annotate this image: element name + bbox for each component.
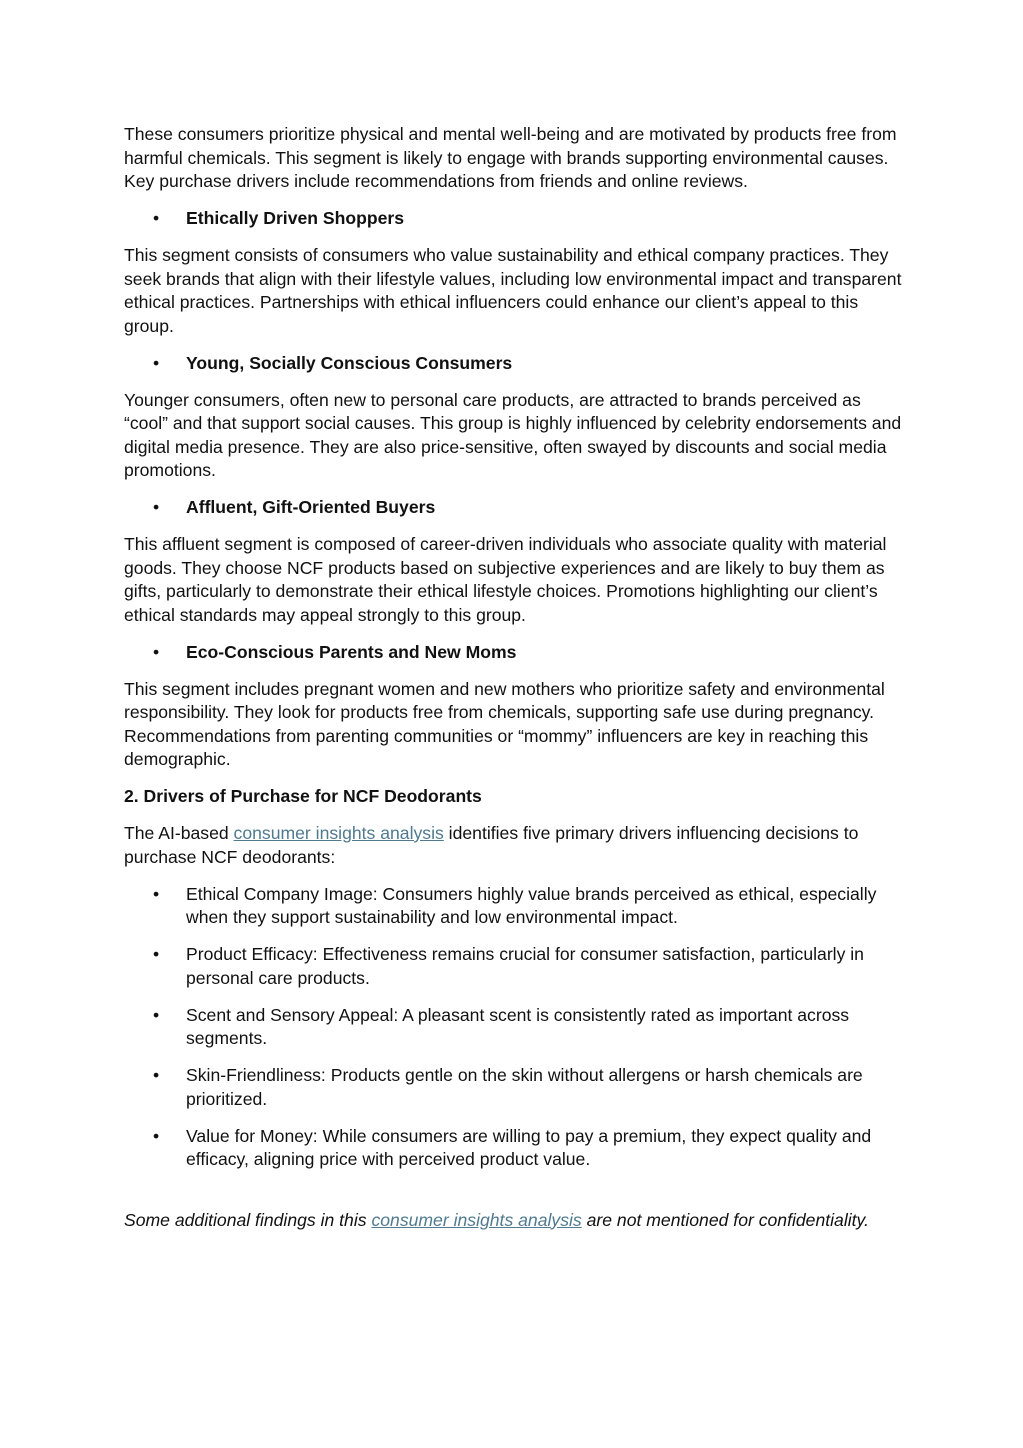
driver-text: Scent and Sensory Appeal: A pleasant scent is consistently rated as important across segments. xyxy=(186,1004,850,1048)
segment-description: This affluent segment is composed of career-driven individuals who associate quality with material goods. They choose NCF products based on subjective experiences and are likely to buy them as gifts, particularly to demonstrate their ethical lifestyle choices. Promotions highlighting our client’s ethical standards may appeal strongly to this group. xyxy=(124,534,887,625)
segment-title: Affluent, Gift-Oriented Buyers xyxy=(186,497,436,517)
segment-description: This segment includes pregnant women and new mothers who prioritize safety and environmental responsibility. They look for products free from chemicals, supporting safe use during pregnancy. Recommendations from parenting communities or “mommy” influencers are key in reaching this demographic. xyxy=(124,678,885,769)
consumer-insights-link[interactable]: consumer insights analysis xyxy=(371,1209,582,1230)
bullet-icon: • xyxy=(153,352,160,373)
segment-title: Young, Socially Conscious Consumers xyxy=(186,352,513,373)
note-text: are not mentioned for confidentiality. xyxy=(581,1209,869,1230)
segment-description: Younger consumers, often new to personal care products, are attracted to brands perceived as “cool” and that support social causes. This group is highly influenced by celebrity endorsements and digital media presence. They are also price-sensitive, often swayed by discounts and social media promotions. xyxy=(124,389,902,480)
bullet-icon: • xyxy=(153,1125,160,1146)
drivers-intro-text: The AI-based xyxy=(124,823,234,843)
segment-heading xyxy=(124,207,909,231)
segment-heading xyxy=(124,641,909,665)
list-item xyxy=(124,883,909,930)
bullet-icon: • xyxy=(153,497,160,517)
list-item xyxy=(124,1064,909,1111)
section-heading: 2. Drivers of Purchase for NCF Deodorants xyxy=(124,786,482,806)
bullet-icon: • xyxy=(153,1065,160,1085)
segment-heading xyxy=(124,352,909,376)
drivers-intro xyxy=(124,822,909,869)
list-item xyxy=(124,1004,909,1051)
list-item xyxy=(124,1125,909,1172)
bullet-icon: • xyxy=(153,883,160,904)
consumer-insights-link[interactable]: consumer insights analysis xyxy=(233,823,444,843)
intro-paragraph: These consumers prioritize physical and mental well-being and are motivated by products free from harmful chemicals. This segment is likely to engage with brands supporting environmental causes. Key purchase drivers include recommendations from friends and online reviews. xyxy=(124,124,897,191)
drivers-intro-text: identifies five primary drivers influencing decisions to purchase NCF deodorants: xyxy=(124,823,859,867)
segment-title: Eco-Conscious Parents and New Moms xyxy=(186,641,517,662)
bullet-icon: • xyxy=(153,1004,160,1025)
bullet-icon: • xyxy=(153,641,160,662)
confidentiality-note xyxy=(124,1209,909,1233)
segment-title: Ethically Driven Shoppers xyxy=(186,208,405,228)
segment-heading xyxy=(124,496,909,520)
drivers-list xyxy=(124,883,909,1172)
note-text: Some additional findings in this xyxy=(124,1209,372,1230)
driver-text: Value for Money: While consumers are willing to pay a premium, they expect quality and efficacy, aligning price with perceived product value. xyxy=(186,1125,872,1169)
segment-description: This segment consists of consumers who value sustainability and ethical company practices. They seek brands that align with their lifestyle values, including low environmental impact and transparent ethical practices. Partnerships with ethical influencers could enhance our client’s appeal to this group. xyxy=(124,245,902,336)
bullet-icon: • xyxy=(153,208,160,228)
document-page xyxy=(124,123,909,1232)
driver-text: Ethical Company Image: Consumers highly value brands perceived as ethical, especially when they support sustainability and low environmental impact. xyxy=(186,883,877,927)
driver-text: Product Efficacy: Effectiveness remains crucial for consumer satisfaction, particularly in personal care products. xyxy=(186,944,864,988)
bullet-icon: • xyxy=(153,944,160,964)
list-item xyxy=(124,943,909,990)
driver-text: Skin-Friendliness: Products gentle on the skin without allergens or harsh chemicals are prioritized. xyxy=(186,1065,863,1109)
